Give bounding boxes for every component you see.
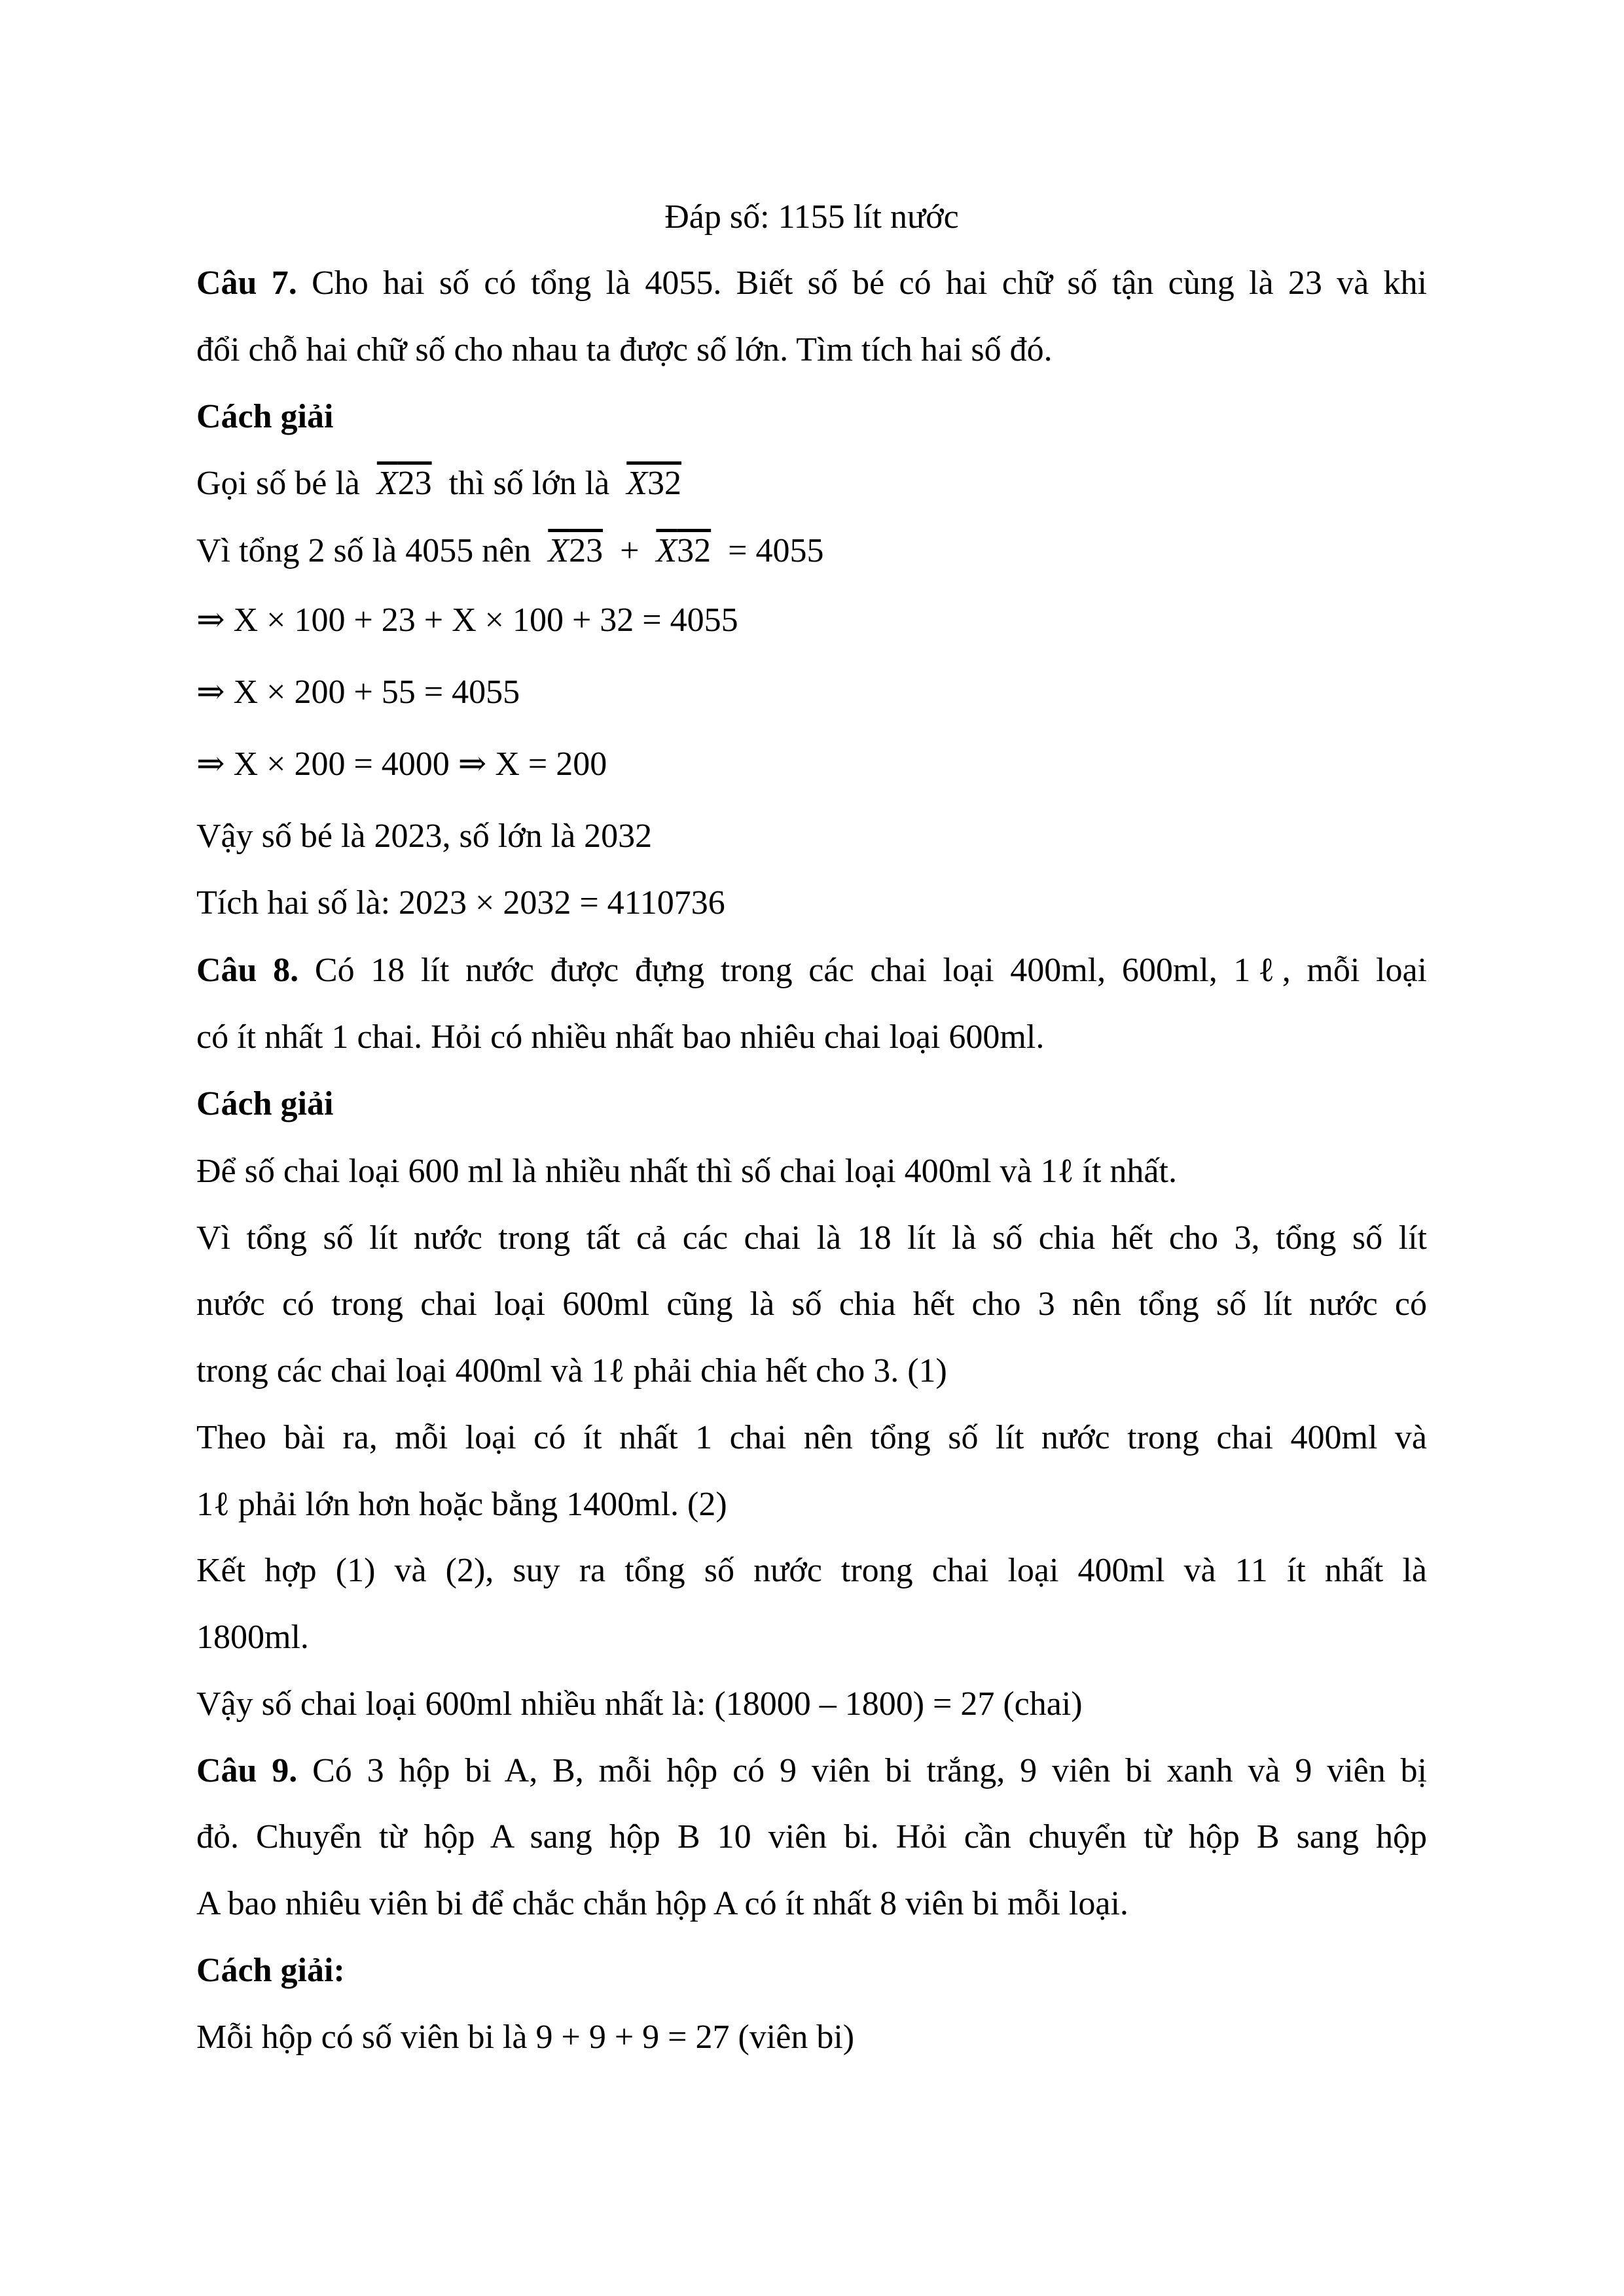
question-9-text-1: Có 3 hộp bi A, B, mỗi hộp có 9 viên bi trắng, 9 viên bi xanh và 9 viên bị (312, 1752, 1427, 1789)
digits: 23 (397, 465, 432, 502)
overline-number-small (548, 532, 603, 569)
q8-solution-line-7: Kết hợp (1) và (2), suy ra tổng số nước trong chai loại 400ml và 11 ít nhất là (196, 1552, 1427, 1589)
question-7-line-1 (196, 264, 1427, 303)
text: thì số lớn là (448, 465, 610, 502)
variable-x: X (656, 532, 677, 569)
question-7-label: Câu 7. (196, 264, 297, 302)
text: Vì tổng 2 số là 4055 nên (196, 532, 532, 569)
question-8-text-1: Có 18 lít nước được đựng trong các chai loại 400ml, 600ml, 1ℓ, mỗi loại (314, 952, 1427, 989)
q7-solution-line-4: ⇒ X × 200 + 55 = 4055 (196, 673, 520, 711)
question-8-solution-heading: Cách giải (196, 1085, 334, 1122)
question-8-label: Câu 8. (196, 952, 299, 989)
q7-solution-line-3: ⇒ X × 100 + 23 + X × 100 + 32 = 4055 (196, 601, 738, 639)
variable-x: X (548, 532, 569, 569)
overline-number-large (656, 532, 711, 569)
q8-solution-line-9: Vậy số chai loại 600ml nhiều nhất là: (18000 – 1800) = 27 (chai) (196, 1685, 1083, 1723)
q7-solution-line-5: ⇒ X × 200 = 4000 ⇒ X = 200 (196, 745, 607, 783)
q8-solution-line-5: Theo bài ra, mỗi loại có ít nhất 1 chai nên tổng số lít nước trong chai 400ml và (196, 1419, 1427, 1456)
q7-solution-line-1 (196, 464, 1427, 503)
question-9-label: Câu 9. (196, 1752, 298, 1789)
question-7-solution-heading: Cách giải (196, 398, 334, 435)
q7-solution-line-7: Tích hai số là: 2023 × 2032 = 4110736 (196, 884, 725, 922)
q8-solution-line-4: trong các chai loại 400ml và 1ℓ phải chia hết cho 3. (1) (196, 1352, 947, 1390)
question-8-line-2: có ít nhất 1 chai. Hỏi có nhiều nhất bao nhiêu chai loại 600ml. (196, 1018, 1045, 1056)
variable-x: X (626, 465, 647, 502)
previous-answer: Đáp số: 1155 lít nước (664, 198, 959, 236)
overline-number-small (377, 465, 432, 502)
plus: + (620, 532, 640, 569)
overline-number-large (626, 465, 681, 502)
question-9-solution-heading: Cách giải: (196, 1952, 345, 1989)
q8-solution-line-2: Vì tổng số lít nước trong tất cả các chai là 18 lít là số chia hết cho 3, tổng số lít (196, 1219, 1427, 1257)
question-8-line-1 (196, 951, 1427, 990)
q8-solution-line-1: Để số chai loại 600 ml là nhiều nhất thì số chai loại 400ml và 1ℓ ít nhất. (196, 1153, 1177, 1190)
question-9-line-1 (196, 1751, 1427, 1791)
q8-solution-line-6: 1ℓ phải lớn hơn hoặc bằng 1400ml. (2) (196, 1486, 727, 1523)
q7-solution-line-6: Vậy số bé là 2023, số lớn là 2032 (196, 817, 653, 855)
question-7-text-1: Cho hai số có tổng là 4055. Biết số bé có hai chữ số tận cùng là 23 và khi (312, 264, 1428, 302)
q9-solution-line-1: Mỗi hộp có số viên bi là 9 + 9 + 9 = 27 (viên bi) (196, 2018, 855, 2056)
q8-solution-line-8: 1800ml. (196, 1619, 309, 1656)
digits: 23 (569, 532, 604, 569)
variable-x: X (376, 465, 398, 502)
q8-solution-line-3: nước có trong chai loại 600ml cũng là số chia hết cho 3 nên tổng số lít nước có (196, 1285, 1427, 1323)
question-9-line-3: A bao nhiêu viên bi để chắc chắn hộp A có ít nhất 8 viên bi mỗi loại. (196, 1885, 1128, 1922)
digits: 32 (677, 532, 712, 569)
text: Gọi số bé là (196, 465, 360, 502)
question-9-line-2: đỏ. Chuyển từ hộp A sang hộp B 10 viên bi. Hỏi cần chuyển từ hộp B sang hộp (196, 1818, 1427, 1856)
q7-solution-line-2 (196, 531, 1427, 571)
digits: 32 (647, 465, 681, 502)
question-7-line-2: đổi chỗ hai chữ số cho nhau ta được số lớn. Tìm tích hai số đó. (196, 331, 1053, 368)
equals: = 4055 (728, 532, 824, 569)
